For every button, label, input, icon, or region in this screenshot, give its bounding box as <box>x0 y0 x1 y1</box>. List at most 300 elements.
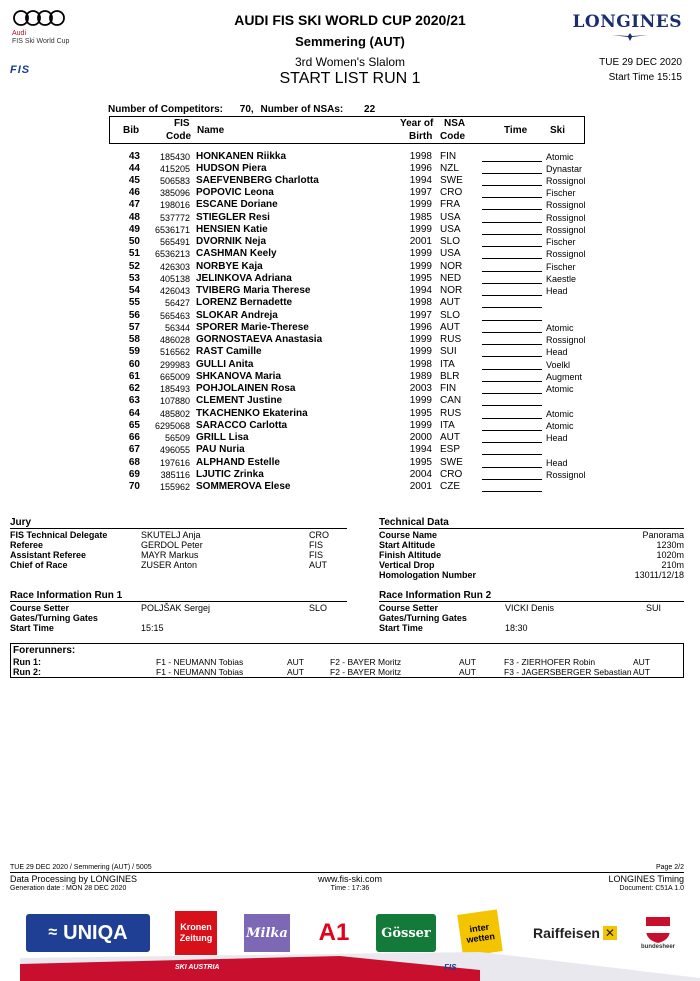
athlete-bib: 61 <box>128 370 140 382</box>
athlete-bib: 59 <box>128 346 140 358</box>
athlete-time-blank <box>482 332 542 333</box>
table-row <box>0 383 700 395</box>
raiffeisen-logo: Raiffeisen ✕ <box>533 925 615 941</box>
forerunner-3: F3 - JAGERSBERGER Sebastian <box>504 666 632 677</box>
athlete-name: CASHMAN Keely <box>196 248 277 260</box>
table-row <box>0 481 700 493</box>
forerunner-2-nsa: AUT <box>459 666 476 677</box>
run1-setter: POLJŠAK Sergej <box>141 603 211 613</box>
athlete-time-blank <box>482 258 542 259</box>
athlete-birth-year: 2001 <box>409 480 432 492</box>
jury-nsa: FIS <box>309 550 324 560</box>
ski-austria-text: SKI AUSTRIA <box>175 964 220 971</box>
forerunner-3: F3 - ZIERHOFER Robin <box>504 657 596 667</box>
table-row <box>0 297 700 309</box>
athlete-bib: 55 <box>128 297 140 309</box>
technical-label: Start Altitude <box>379 540 436 550</box>
athlete-time-blank <box>482 295 542 296</box>
fis-band-logo: FIS <box>444 963 457 972</box>
athlete-name: NORBYE Kaja <box>196 260 263 272</box>
athlete-fis-code: 516562 <box>159 347 190 358</box>
athlete-bib: 63 <box>128 395 140 407</box>
athlete-birth-year: 1998 <box>409 297 432 309</box>
athlete-birth-year: 1994 <box>409 444 432 456</box>
col-ski: Ski <box>550 125 566 136</box>
athlete-nsa: NOR <box>440 260 463 272</box>
athlete-nsa: AUT <box>440 432 460 444</box>
athlete-name: SOMMEROVA Elese <box>196 480 291 492</box>
jury-name: SKUTELJ Anja <box>141 530 201 540</box>
table-row <box>0 371 700 383</box>
athlete-birth-year: 1999 <box>409 248 432 260</box>
athlete-fis-code: 155962 <box>159 481 190 492</box>
table-row <box>0 457 700 469</box>
table-row <box>0 248 700 260</box>
athlete-ski: Atomic <box>546 322 574 333</box>
col-name: Name <box>197 125 225 136</box>
footer-divider <box>10 872 684 873</box>
athlete-birth-year: 1999 <box>409 199 432 211</box>
venue-title: Semmering (AUT) <box>295 34 405 49</box>
athlete-ski: Fischer <box>546 261 576 272</box>
start-time: Start Time 15:15 <box>608 72 682 83</box>
athlete-name: HENSIEN Katie <box>196 223 268 235</box>
athlete-name: GRILL Lisa <box>196 432 249 444</box>
athlete-bib: 53 <box>128 272 140 284</box>
athlete-ski: Kaestle <box>546 273 577 284</box>
athlete-bib: 57 <box>128 321 140 333</box>
athlete-fis-code: 426043 <box>159 286 190 297</box>
raiffeisen-cross-icon: ✕ <box>604 926 615 940</box>
doc-reference: TUE 29 DEC 2020 / Semmering (AUT) / 5005 <box>10 864 152 871</box>
athlete-ski: Fischer <box>546 188 576 199</box>
uniqa-wave-icon: ≈ <box>48 924 58 941</box>
col-year: Year of <box>400 118 434 129</box>
table-row <box>0 469 700 481</box>
athlete-name: GORNOSTAEVA Anastasia <box>196 334 323 346</box>
athlete-time-blank <box>482 491 542 492</box>
table-row <box>0 395 700 407</box>
list-title: START LIST RUN 1 <box>279 70 421 87</box>
athlete-time-blank <box>482 369 542 370</box>
athlete-bib: 43 <box>128 150 140 162</box>
athlete-nsa: RUS <box>440 407 462 419</box>
race-name: 3rd Women's Slalom <box>294 55 406 69</box>
technical-value: Panorama <box>642 530 684 540</box>
athlete-ski: Rossignol <box>546 335 586 346</box>
table-row <box>0 151 700 163</box>
audi-subtitle: FIS Ski World Cup <box>12 38 70 45</box>
athlete-fis-code: 56427 <box>164 298 190 309</box>
athlete-fis-code: 299983 <box>159 359 190 370</box>
run2-setter: VICKI Denis <box>505 603 555 613</box>
jury-name: MAYR Markus <box>141 550 199 560</box>
athlete-ski: Rossignol <box>546 200 586 211</box>
jury-name: GERDOL Peter <box>141 540 203 550</box>
table-row <box>0 261 700 273</box>
athlete-name: HONKANEN Riikka <box>196 150 287 162</box>
athlete-ski: Voelkl <box>546 359 571 370</box>
run2-title: Race Information Run 2 <box>379 590 684 602</box>
col-fis: FIS <box>174 118 190 129</box>
jury-role: Assistant Referee <box>10 550 87 560</box>
forerunner-1: F1 - NEUMANN Tobias <box>156 666 244 677</box>
table-row <box>0 444 700 456</box>
athlete-ski: Dynastar <box>546 163 583 174</box>
table-row <box>0 334 700 346</box>
athlete-nsa: CRO <box>440 187 463 199</box>
athlete-time-blank <box>482 197 542 198</box>
run2-gates-label: Gates/Turning Gates <box>379 613 467 623</box>
athlete-fis-code: 506583 <box>159 175 190 186</box>
sponsor-bar <box>0 906 700 981</box>
technical-value: 210m <box>661 560 684 570</box>
athlete-nsa: ITA <box>440 419 455 431</box>
technical-value: 13011/12/18 <box>634 570 684 580</box>
athlete-nsa: USA <box>440 248 461 260</box>
table-row <box>0 273 700 285</box>
race-date: TUE 29 DEC 2020 <box>599 57 682 68</box>
table-row <box>0 432 700 444</box>
athlete-fis-code: 6295068 <box>154 420 190 431</box>
athlete-name: HUDSON Piera <box>196 162 267 174</box>
athlete-bib: 49 <box>128 223 140 235</box>
athlete-time-blank <box>482 381 542 382</box>
technical-label: Course Name <box>379 530 438 540</box>
jury-title: Jury <box>10 517 347 529</box>
athlete-bib: 60 <box>128 358 140 370</box>
athlete-ski: Atomic <box>546 384 574 395</box>
athlete-fis-code: 6536171 <box>154 224 190 235</box>
athlete-fis-code: 537772 <box>159 212 190 223</box>
athlete-name: LJUTIC Zrinka <box>196 468 264 480</box>
athlete-ski: Rossignol <box>546 175 586 186</box>
fis-logo: FIS <box>10 64 31 76</box>
athlete-birth-year: 1999 <box>409 395 432 407</box>
forerunner-2: F2 - BAYER Moritz <box>330 666 402 677</box>
table-row <box>0 420 700 432</box>
athlete-name: SPORER Marie-Therese <box>196 321 309 333</box>
col-birth: Birth <box>409 131 433 142</box>
athlete-bib: 62 <box>128 383 140 395</box>
athlete-nsa: SWE <box>440 174 463 186</box>
athlete-birth-year: 1994 <box>409 174 432 186</box>
athlete-birth-year: 1999 <box>409 419 432 431</box>
athlete-fis-code: 385096 <box>159 188 190 199</box>
athlete-name: CLEMENT Justine <box>196 395 283 407</box>
athlete-fis-code: 496055 <box>159 445 190 456</box>
forerunner-3-nsa: AUT <box>633 666 650 677</box>
athlete-time-blank <box>482 320 542 321</box>
bundesheer-logo: bundesheer <box>640 912 676 954</box>
table-row <box>0 199 700 211</box>
athlete-birth-year: 2004 <box>409 468 432 480</box>
run1-gates-label: Gates/Turning Gates <box>10 613 98 623</box>
athlete-nsa: SWE <box>440 456 463 468</box>
athlete-time-blank <box>482 185 542 186</box>
competitors-value: 70, <box>239 104 254 115</box>
athlete-time-blank <box>482 307 542 308</box>
athlete-time-blank <box>482 234 542 235</box>
athlete-nsa: ITA <box>440 358 455 370</box>
athlete-name: DVORNIK Neja <box>196 236 267 248</box>
athlete-fis-code: 185493 <box>159 384 190 395</box>
athlete-nsa: SLO <box>440 309 461 321</box>
athlete-nsa: SUI <box>440 346 457 358</box>
athlete-birth-year: 1999 <box>409 260 432 272</box>
longines-timing: LONGINES Timing <box>608 874 684 884</box>
athlete-birth-year: 1998 <box>409 358 432 370</box>
athlete-time-blank <box>482 271 542 272</box>
athlete-nsa: NOR <box>440 285 463 297</box>
a1-logo: A1 <box>318 919 350 946</box>
athlete-birth-year: 1999 <box>409 346 432 358</box>
athlete-fis-code: 565491 <box>159 237 190 248</box>
jury-name: ZUSER Anton <box>141 560 198 570</box>
run1-start-label: Start Time <box>10 623 54 633</box>
table-row <box>0 359 700 371</box>
athlete-fis-code: 485802 <box>159 408 190 419</box>
jury-nsa: FIS <box>309 540 324 550</box>
forerunner-1-nsa: AUT <box>287 666 304 677</box>
athlete-name: GULLI Anita <box>196 358 254 370</box>
athlete-ski: Atomic <box>546 420 574 431</box>
athlete-nsa: CAN <box>440 395 462 407</box>
athlete-bib: 70 <box>128 480 140 492</box>
athlete-time-blank <box>482 430 542 431</box>
athlete-birth-year: 1995 <box>409 272 432 284</box>
athlete-nsa: BLR <box>440 370 460 382</box>
athlete-name: SARACCO Carlotta <box>196 419 288 431</box>
forerunner-run: Run 1: <box>13 657 41 667</box>
athlete-name: PAU Nuria <box>196 444 245 456</box>
jury-role: Chief of Race <box>10 560 68 570</box>
athlete-birth-year: 1999 <box>409 334 432 346</box>
athlete-nsa: FIN <box>440 383 457 395</box>
milka-logo: Milka <box>244 914 290 952</box>
jury-nsa: AUT <box>309 560 327 570</box>
competitors-label: Number of Competitors: <box>108 104 223 115</box>
athlete-name: STIEGLER Resi <box>196 211 270 223</box>
technical-title: Technical Data <box>379 517 684 529</box>
athlete-name: SHKANOVA Maria <box>196 370 282 382</box>
athlete-fis-code: 565463 <box>159 310 190 321</box>
athlete-bib: 52 <box>128 260 140 272</box>
athlete-name: SLOKAR Andreja <box>196 309 278 321</box>
generation-time: Time : 17:36 <box>330 885 370 892</box>
competitors-summary <box>108 104 375 115</box>
athlete-birth-year: 2000 <box>409 432 432 444</box>
forerunner-2-nsa: AUT <box>459 657 476 667</box>
table-row <box>0 346 700 358</box>
generation-date: Generation date : MON 28 DEC 2020 <box>10 885 127 892</box>
athlete-bib: 44 <box>128 162 140 174</box>
athlete-time-blank <box>482 246 542 247</box>
athlete-bib: 67 <box>128 444 140 456</box>
run1-title: Race Information Run 1 <box>10 590 347 602</box>
longines-logo: LONGINES <box>572 12 682 32</box>
ski-austria-band-icon <box>0 952 700 981</box>
athlete-nsa: FIN <box>440 150 457 162</box>
run2-start: 18:30 <box>505 623 528 633</box>
jury-nsa: CRO <box>309 530 329 540</box>
technical-value: 1020m <box>656 550 684 560</box>
athlete-bib: 47 <box>128 199 140 211</box>
athlete-birth-year: 1999 <box>409 223 432 235</box>
table-row <box>0 175 700 187</box>
athlete-birth-year: 1995 <box>409 456 432 468</box>
athlete-birth-year: 2001 <box>409 236 432 248</box>
athlete-birth-year: 1995 <box>409 407 432 419</box>
athlete-fis-code: 198016 <box>159 200 190 211</box>
athlete-name: ALPHAND Estelle <box>196 456 280 468</box>
longines-wings-icon <box>610 32 650 42</box>
athlete-fis-code: 665009 <box>159 371 190 382</box>
forerunners-title: Forerunners: <box>13 645 76 656</box>
technical-label: Vertical Drop <box>379 560 435 570</box>
athlete-time-blank <box>482 209 542 210</box>
athlete-bib: 69 <box>128 468 140 480</box>
col-bib: Bib <box>123 125 140 136</box>
athlete-nsa: USA <box>440 223 461 235</box>
athlete-birth-year: 2003 <box>409 383 432 395</box>
athlete-ski: Head <box>546 433 568 444</box>
forerunner-3-nsa: AUT <box>633 657 650 667</box>
athlete-time-blank <box>482 173 542 174</box>
run1-setter-label: Course Setter <box>10 603 70 613</box>
uniqa-logo: ≈ UNIQA <box>26 914 150 952</box>
athlete-nsa: CRO <box>440 468 463 480</box>
athlete-bib: 48 <box>128 211 140 223</box>
document-code: Document: C51A 1.0 <box>619 885 684 892</box>
athlete-nsa: CZE <box>440 480 460 492</box>
athlete-time-blank <box>482 393 542 394</box>
jury-role: Referee <box>10 540 44 550</box>
athlete-bib: 58 <box>128 334 140 346</box>
athlete-time-blank <box>482 405 542 406</box>
athlete-bib: 56 <box>128 309 140 321</box>
athlete-birth-year: 1994 <box>409 285 432 297</box>
athlete-fis-code: 56344 <box>164 322 190 333</box>
athlete-fis-code: 385116 <box>160 469 190 480</box>
athlete-time-blank <box>482 442 542 443</box>
col-time: Time <box>504 125 528 136</box>
athlete-name: JELINKOVA Adriana <box>196 272 292 284</box>
athlete-birth-year: 1997 <box>409 309 432 321</box>
athlete-ski: Head <box>546 347 568 358</box>
run1-setter-nsa: SLO <box>309 603 328 613</box>
data-processing: Data Processing by LONGINES <box>10 874 138 884</box>
athlete-nsa: FRA <box>440 199 460 211</box>
athlete-nsa: AUT <box>440 321 460 333</box>
technical-value: 1230m <box>656 540 684 550</box>
athlete-birth-year: 1989 <box>409 370 432 382</box>
athlete-time-blank <box>482 222 542 223</box>
athlete-time-blank <box>482 344 542 345</box>
table-row <box>0 310 700 322</box>
athlete-ski: Fischer <box>546 237 576 248</box>
athlete-ski: Rossignol <box>546 469 586 480</box>
athlete-name: ESCANE Doriane <box>196 199 278 211</box>
athlete-name: TVIBERG Maria Therese <box>196 285 311 297</box>
forerunner-1-nsa: AUT <box>287 657 304 667</box>
technical-label: Homologation Number <box>379 570 476 580</box>
athlete-fis-code: 197616 <box>159 457 190 468</box>
interwetten-logo: inter wetten <box>457 909 502 956</box>
forerunner-run: Run 2: <box>13 666 41 677</box>
athlete-time-blank <box>482 454 542 455</box>
athlete-bib: 64 <box>128 407 140 419</box>
athlete-time-blank <box>482 479 542 480</box>
technical-label: Finish Altitude <box>379 550 442 560</box>
athlete-ski: Rossignol <box>546 212 586 223</box>
table-row <box>0 187 700 199</box>
athlete-time-blank <box>482 283 542 284</box>
table-row <box>0 408 700 420</box>
athlete-birth-year: 1996 <box>409 321 432 333</box>
athlete-bib: 65 <box>128 419 140 431</box>
athlete-birth-year: 1985 <box>409 211 432 223</box>
athlete-ski: Atomic <box>546 408 574 419</box>
run2-start-label: Start Time <box>379 623 423 633</box>
table-row <box>0 212 700 224</box>
athlete-time-blank <box>482 161 542 162</box>
athlete-bib: 45 <box>128 174 140 186</box>
table-row <box>0 236 700 248</box>
athlete-fis-code: 415205 <box>159 163 190 174</box>
athlete-nsa: RUS <box>440 334 462 346</box>
jury-role: FIS Technical Delegate <box>10 530 108 540</box>
athlete-bib: 54 <box>128 285 140 297</box>
athlete-name: TKACHENKO Ekaterina <box>196 407 308 419</box>
athlete-birth-year: 1996 <box>409 162 432 174</box>
athlete-name: POPOVIC Leona <box>196 187 274 199</box>
forerunner-2: F2 - BAYER Moritz <box>330 657 402 667</box>
athlete-fis-code: 405138 <box>159 273 190 284</box>
audi-brand: Audi <box>12 30 27 37</box>
athlete-bib: 46 <box>128 187 140 199</box>
athlete-nsa: AUT <box>440 297 460 309</box>
athlete-time-blank <box>482 418 542 419</box>
col-fis-code: Code <box>166 131 191 142</box>
athlete-nsa: NED <box>440 272 462 284</box>
kronen-zeitung-logo: Kronen Zeitung <box>175 911 217 955</box>
table-row <box>0 285 700 297</box>
athlete-name: SAEFVENBERG Charlotta <box>196 174 319 186</box>
athlete-nsa: SLO <box>440 236 461 248</box>
athlete-ski: Head <box>546 286 568 297</box>
page-number: Page 2/2 <box>655 864 684 871</box>
athlete-fis-code: 486028 <box>159 335 190 346</box>
athlete-nsa: USA <box>440 211 461 223</box>
athlete-birth-year: 1998 <box>409 150 432 162</box>
athlete-ski: Head <box>546 457 568 468</box>
athlete-bib: 68 <box>128 456 140 468</box>
run2-setter-nsa: SUI <box>646 603 662 613</box>
run2-setter-label: Course Setter <box>379 603 439 613</box>
athlete-nsa: NZL <box>440 162 459 174</box>
athlete-bib: 66 <box>128 432 140 444</box>
athlete-ski: Rossignol <box>546 224 586 235</box>
athlete-ski: Rossignol <box>546 249 586 260</box>
table-row <box>0 224 700 236</box>
athlete-bib: 51 <box>128 248 140 260</box>
nsas-value: 22 <box>364 104 376 115</box>
athlete-fis-code: 185430 <box>159 151 190 162</box>
athlete-ski: Atomic <box>546 151 574 162</box>
athlete-birth-year: 1997 <box>409 187 432 199</box>
run1-start: 15:15 <box>141 623 164 633</box>
